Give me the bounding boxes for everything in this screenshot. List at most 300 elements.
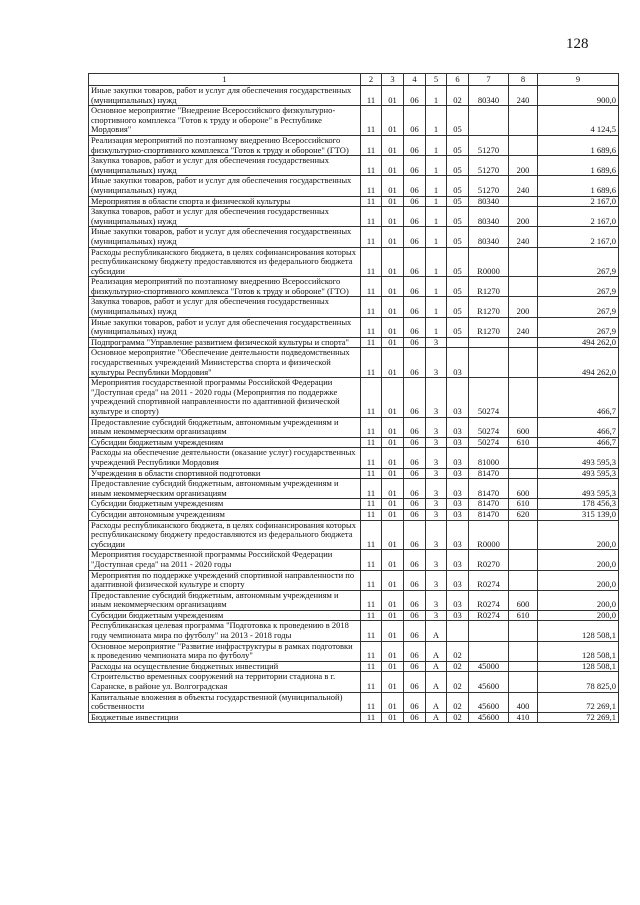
row-amount: 200,0 [538, 610, 619, 621]
code-subsection: 01 [382, 520, 404, 550]
code-program: 06 [404, 176, 426, 196]
code-program: 06 [404, 317, 426, 337]
row-amount: 200,0 [538, 590, 619, 610]
code-expense-type: 200 [509, 156, 538, 176]
code-subsection: 01 [382, 448, 404, 468]
code-expense-type: 200 [509, 297, 538, 317]
row-name: Мероприятия государственной программы Российской Федерации "Доступная среда" на 2011 - 2020 годы (Мероприятия по поддержке учреждений спортивной направленности по адаптивной физической культуре и спорту) [89, 378, 361, 417]
code-event: 05 [447, 277, 469, 297]
code-direction: 45600 [469, 712, 509, 723]
row-amount: 78 825,0 [538, 672, 619, 692]
code-expense-type [509, 348, 538, 378]
code-subsection: 01 [382, 661, 404, 672]
row-amount: 128 508,1 [538, 621, 619, 641]
code-subprogram: 3 [426, 509, 447, 520]
code-program: 06 [404, 156, 426, 176]
row-name: Республиканская целевая программа "Подготовка к проведению в 2018 году чемпионата мира по футболу" на 2013 - 2018 годы [89, 621, 361, 641]
row-amount: 128 508,1 [538, 641, 619, 661]
code-event: 03 [447, 479, 469, 499]
table-row [89, 437, 619, 448]
code-program: 06 [404, 247, 426, 277]
code-direction: 81470 [469, 479, 509, 499]
code-subsection: 01 [382, 417, 404, 437]
code-event: 05 [447, 227, 469, 247]
row-amount: 2 167,0 [538, 227, 619, 247]
row-name: Бюджетные инвестиции [89, 712, 361, 723]
code-subsection: 01 [382, 570, 404, 590]
table-row [89, 317, 619, 337]
table-row [89, 448, 619, 468]
code-event: 02 [447, 86, 469, 106]
code-direction: R0000 [469, 520, 509, 550]
row-name: Основное мероприятие "Внедрение Всероссийского физкультурно-спортивного комплекса "Готов к труду и обороне" в Республике Мордовия" [89, 106, 361, 136]
code-program: 06 [404, 661, 426, 672]
table-row [89, 712, 619, 723]
code-direction [469, 348, 509, 378]
row-amount: 267,9 [538, 317, 619, 337]
code-direction: R1270 [469, 277, 509, 297]
code-direction: R0270 [469, 550, 509, 570]
header-cell: 5 [426, 74, 447, 86]
code-section: 11 [361, 509, 382, 520]
code-subsection: 01 [382, 247, 404, 277]
code-subprogram: 3 [426, 448, 447, 468]
code-direction [469, 106, 509, 136]
code-event: 03 [447, 570, 469, 590]
code-program: 06 [404, 378, 426, 417]
code-section: 11 [361, 106, 382, 136]
code-section: 11 [361, 176, 382, 196]
table-row [89, 509, 619, 520]
row-name: Предоставление субсидий бюджетным, автономным учреждениям и иным некоммерческим организациям [89, 479, 361, 499]
code-subsection: 01 [382, 337, 404, 348]
code-section: 11 [361, 86, 382, 106]
code-direction: 51270 [469, 156, 509, 176]
code-subsection: 01 [382, 207, 404, 227]
code-subprogram: 3 [426, 378, 447, 417]
row-name: Иные закупки товаров, работ и услуг для обеспечения государственных (муниципальных) нужд [89, 176, 361, 196]
code-event: 03 [447, 550, 469, 570]
code-expense-type [509, 550, 538, 570]
code-subprogram: 1 [426, 247, 447, 277]
code-subprogram: 1 [426, 207, 447, 227]
code-event: 02 [447, 661, 469, 672]
code-subsection: 01 [382, 437, 404, 448]
table-row [89, 468, 619, 479]
code-section: 11 [361, 448, 382, 468]
header-cell: 9 [538, 74, 619, 86]
code-subprogram: А [426, 672, 447, 692]
code-program: 06 [404, 297, 426, 317]
row-name: Основное мероприятие "Развитие инфраструктуры в рамках подготовки к проведению чемпионата мира по футболу" [89, 641, 361, 661]
table-row [89, 641, 619, 661]
code-expense-type: 610 [509, 437, 538, 448]
row-name: Расходы республиканского бюджета, в целях софинансирования которых республиканскому бюджету предоставляются из федерального бюджета субсидии [89, 247, 361, 277]
row-amount: 466,7 [538, 437, 619, 448]
code-event: 03 [447, 378, 469, 417]
row-amount: 1 689,6 [538, 156, 619, 176]
code-event: 03 [447, 520, 469, 550]
row-amount: 200,0 [538, 520, 619, 550]
code-direction: 81470 [469, 509, 509, 520]
code-section: 11 [361, 348, 382, 378]
header-cell: 1 [89, 74, 361, 86]
row-amount: 494 262,0 [538, 337, 619, 348]
code-subprogram: 3 [426, 590, 447, 610]
code-subsection: 01 [382, 86, 404, 106]
code-program: 06 [404, 550, 426, 570]
code-section: 11 [361, 712, 382, 723]
code-event: 05 [447, 196, 469, 207]
row-name: Иные закупки товаров, работ и услуг для обеспечения государственных (муниципальных) нужд [89, 227, 361, 247]
code-subprogram: 1 [426, 227, 447, 247]
row-amount: 493 595,3 [538, 479, 619, 499]
table-row [89, 135, 619, 155]
code-subsection: 01 [382, 277, 404, 297]
code-subprogram: А [426, 692, 447, 712]
row-amount: 200,0 [538, 550, 619, 570]
code-expense-type [509, 520, 538, 550]
row-name: Закупка товаров, работ и услуг для обеспечения государственных (муниципальных) нужд [89, 297, 361, 317]
code-direction: R1270 [469, 297, 509, 317]
code-expense-type [509, 135, 538, 155]
code-section: 11 [361, 641, 382, 661]
code-subsection: 01 [382, 227, 404, 247]
code-subprogram: 3 [426, 570, 447, 590]
code-program: 06 [404, 712, 426, 723]
code-subprogram: 1 [426, 176, 447, 196]
code-subsection: 01 [382, 378, 404, 417]
row-amount: 178 456,3 [538, 499, 619, 510]
code-subsection: 01 [382, 317, 404, 337]
code-program: 06 [404, 509, 426, 520]
code-section: 11 [361, 297, 382, 317]
code-event: 02 [447, 692, 469, 712]
code-program: 06 [404, 499, 426, 510]
table-row [89, 277, 619, 297]
code-event: 05 [447, 247, 469, 277]
table-row [89, 337, 619, 348]
code-subprogram: А [426, 712, 447, 723]
row-name: Субсидии автономным учреждениям [89, 509, 361, 520]
code-expense-type: 620 [509, 509, 538, 520]
row-name: Расходы на обеспечение деятельности (оказание услуг) государственных учреждений Республики Мордовия [89, 448, 361, 468]
header-cell: 4 [404, 74, 426, 86]
code-event: 05 [447, 156, 469, 176]
code-event: 03 [447, 509, 469, 520]
code-subsection: 01 [382, 468, 404, 479]
code-expense-type: 600 [509, 417, 538, 437]
code-subprogram: 1 [426, 317, 447, 337]
code-subprogram: 1 [426, 297, 447, 317]
header-cell: 7 [469, 74, 509, 86]
code-section: 11 [361, 692, 382, 712]
code-direction: 80340 [469, 207, 509, 227]
code-program: 06 [404, 621, 426, 641]
code-direction: 45000 [469, 661, 509, 672]
code-program: 06 [404, 417, 426, 437]
row-name: Закупка товаров, работ и услуг для обеспечения государственных (муниципальных) нужд [89, 207, 361, 227]
code-direction [469, 621, 509, 641]
code-direction: R0274 [469, 610, 509, 621]
code-program: 06 [404, 437, 426, 448]
code-section: 11 [361, 468, 382, 479]
code-section: 11 [361, 499, 382, 510]
table-row [89, 621, 619, 641]
code-event: 02 [447, 672, 469, 692]
row-name: Основное мероприятие "Обеспечение деятельности подведомственных государственных учреждений Министерства спорта и физической культуры Республики Мордовия" [89, 348, 361, 378]
code-subprogram: А [426, 661, 447, 672]
code-section: 11 [361, 196, 382, 207]
table-row [89, 661, 619, 672]
row-name: Субсидии бюджетным учреждениям [89, 610, 361, 621]
code-section: 11 [361, 590, 382, 610]
code-expense-type: 600 [509, 590, 538, 610]
code-direction: 45600 [469, 692, 509, 712]
row-amount: 1 689,6 [538, 176, 619, 196]
code-subprogram: 3 [426, 499, 447, 510]
code-program: 06 [404, 468, 426, 479]
row-name: Мероприятия в области спорта и физической культуры [89, 196, 361, 207]
code-program: 06 [404, 86, 426, 106]
row-name: Мероприятия по поддержке учреждений спортивной направленности по адаптивной физической культуре и спорту [89, 570, 361, 590]
table-row [89, 378, 619, 417]
code-direction: 51270 [469, 176, 509, 196]
code-subprogram: 1 [426, 196, 447, 207]
row-name: Капитальные вложения в объекты государственной (муниципальной) собственности [89, 692, 361, 712]
header-row [89, 74, 619, 86]
row-amount: 72 269,1 [538, 712, 619, 723]
row-amount: 4 124,5 [538, 106, 619, 136]
table-row [89, 86, 619, 106]
code-expense-type [509, 621, 538, 641]
code-subprogram: А [426, 621, 447, 641]
code-direction: 80340 [469, 196, 509, 207]
code-subsection: 01 [382, 672, 404, 692]
code-expense-type: 610 [509, 610, 538, 621]
code-subsection: 01 [382, 156, 404, 176]
code-section: 11 [361, 227, 382, 247]
row-name: Мероприятия государственной программы Российской Федерации "Доступная среда" на 2011 - 2020 годы [89, 550, 361, 570]
code-expense-type: 400 [509, 692, 538, 712]
code-subprogram: 1 [426, 86, 447, 106]
code-subsection: 01 [382, 106, 404, 136]
code-direction: R0274 [469, 570, 509, 590]
row-name: Расходы на осуществление бюджетных инвестиций [89, 661, 361, 672]
code-event: 02 [447, 712, 469, 723]
code-direction: R0274 [469, 590, 509, 610]
row-amount: 200,0 [538, 570, 619, 590]
code-expense-type [509, 277, 538, 297]
code-subprogram: 1 [426, 277, 447, 297]
code-event: 05 [447, 135, 469, 155]
code-expense-type: 610 [509, 499, 538, 510]
code-expense-type: 600 [509, 479, 538, 499]
code-section: 11 [361, 661, 382, 672]
row-amount: 267,9 [538, 297, 619, 317]
code-program: 06 [404, 448, 426, 468]
code-section: 11 [361, 672, 382, 692]
code-expense-type: 240 [509, 176, 538, 196]
code-direction: R1270 [469, 317, 509, 337]
code-event: 03 [447, 448, 469, 468]
code-subprogram: 3 [426, 520, 447, 550]
code-expense-type [509, 378, 538, 417]
code-expense-type [509, 337, 538, 348]
code-event: 05 [447, 207, 469, 227]
code-direction: 80340 [469, 227, 509, 247]
code-expense-type [509, 641, 538, 661]
code-event: 05 [447, 106, 469, 136]
code-section: 11 [361, 550, 382, 570]
row-name: Реализация мероприятий по поэтапному внедрению Всероссийского физкультурно-спортивного комплекса "Готов к труду и обороне" (ГТО) [89, 135, 361, 155]
code-subsection: 01 [382, 348, 404, 378]
code-expense-type [509, 468, 538, 479]
code-direction: 50274 [469, 437, 509, 448]
code-subsection: 01 [382, 610, 404, 621]
row-amount: 493 595,3 [538, 448, 619, 468]
table-row [89, 672, 619, 692]
code-section: 11 [361, 207, 382, 227]
header-cell: 2 [361, 74, 382, 86]
row-amount: 128 508,1 [538, 661, 619, 672]
code-subprogram: 3 [426, 468, 447, 479]
code-program: 06 [404, 348, 426, 378]
table-row [89, 247, 619, 277]
code-section: 11 [361, 621, 382, 641]
code-event: 03 [447, 468, 469, 479]
code-subsection: 01 [382, 135, 404, 155]
table-row [89, 550, 619, 570]
table-row [89, 348, 619, 378]
row-amount: 315 139,0 [538, 509, 619, 520]
row-name: Закупка товаров, работ и услуг для обеспечения государственных (муниципальных) нужд [89, 156, 361, 176]
code-subsection: 01 [382, 196, 404, 207]
code-section: 11 [361, 277, 382, 297]
code-subsection: 01 [382, 499, 404, 510]
row-amount: 494 262,0 [538, 348, 619, 378]
code-event: 02 [447, 641, 469, 661]
code-expense-type: 200 [509, 207, 538, 227]
code-section: 11 [361, 337, 382, 348]
table-row [89, 417, 619, 437]
code-section: 11 [361, 247, 382, 277]
row-name: Строительство временных сооружений на территории стадиона в г. Саранске, в районе ул. Волгоградская [89, 672, 361, 692]
code-section: 11 [361, 378, 382, 417]
header-cell: 6 [447, 74, 469, 86]
code-program: 06 [404, 479, 426, 499]
header-cell: 3 [382, 74, 404, 86]
code-subsection: 01 [382, 176, 404, 196]
code-expense-type: 240 [509, 86, 538, 106]
row-name: Учреждения в области спортивной подготовки [89, 468, 361, 479]
row-name: Субсидии бюджетным учреждениям [89, 437, 361, 448]
code-program: 06 [404, 337, 426, 348]
code-direction: 81470 [469, 499, 509, 510]
code-section: 11 [361, 610, 382, 621]
code-section: 11 [361, 570, 382, 590]
row-amount: 900,0 [538, 86, 619, 106]
row-amount: 2 167,0 [538, 196, 619, 207]
code-expense-type [509, 448, 538, 468]
code-expense-type: 240 [509, 317, 538, 337]
row-name: Реализация мероприятий по поэтапному внедрению Всероссийского физкультурно-спортивного комплекса "Готов к труду и обороне" (ГТО) [89, 277, 361, 297]
code-section: 11 [361, 156, 382, 176]
table-row [89, 176, 619, 196]
table-row [89, 156, 619, 176]
code-expense-type [509, 106, 538, 136]
code-program: 06 [404, 641, 426, 661]
code-event [447, 621, 469, 641]
code-program: 06 [404, 207, 426, 227]
table-row [89, 520, 619, 550]
table-row [89, 692, 619, 712]
table-row [89, 610, 619, 621]
code-direction [469, 641, 509, 661]
code-direction [469, 337, 509, 348]
code-program: 06 [404, 590, 426, 610]
code-direction: 81000 [469, 448, 509, 468]
code-event: 05 [447, 297, 469, 317]
code-program: 06 [404, 520, 426, 550]
code-direction: 45600 [469, 672, 509, 692]
table-row [89, 297, 619, 317]
code-subprogram: 1 [426, 135, 447, 155]
table-row [89, 196, 619, 207]
code-program: 06 [404, 227, 426, 247]
code-subprogram: 3 [426, 479, 447, 499]
code-direction: 50274 [469, 417, 509, 437]
code-direction: 50274 [469, 378, 509, 417]
code-expense-type: 240 [509, 227, 538, 247]
table-row [89, 207, 619, 227]
table-row [89, 499, 619, 510]
code-event: 03 [447, 590, 469, 610]
code-program: 06 [404, 277, 426, 297]
budget-table [88, 73, 619, 723]
code-section: 11 [361, 437, 382, 448]
code-event: 05 [447, 176, 469, 196]
code-event [447, 337, 469, 348]
code-subsection: 01 [382, 692, 404, 712]
code-expense-type [509, 247, 538, 277]
table-row [89, 479, 619, 499]
row-amount: 267,9 [538, 247, 619, 277]
code-program: 06 [404, 692, 426, 712]
code-program: 06 [404, 106, 426, 136]
row-name: Расходы республиканского бюджета, в целях софинансирования которых республиканскому бюджету предоставляются из федерального бюджета субсидии [89, 520, 361, 550]
code-direction: 80340 [469, 86, 509, 106]
row-amount: 72 269,1 [538, 692, 619, 712]
row-amount: 267,9 [538, 277, 619, 297]
code-subprogram: 1 [426, 106, 447, 136]
code-subsection: 01 [382, 509, 404, 520]
code-subsection: 01 [382, 641, 404, 661]
code-subsection: 01 [382, 479, 404, 499]
row-name: Субсидии бюджетным учреждениям [89, 499, 361, 510]
code-program: 06 [404, 672, 426, 692]
code-subprogram: 3 [426, 417, 447, 437]
code-section: 11 [361, 417, 382, 437]
code-subsection: 01 [382, 621, 404, 641]
code-direction: 81470 [469, 468, 509, 479]
code-direction: R0000 [469, 247, 509, 277]
row-amount: 1 689,6 [538, 135, 619, 155]
row-name: Иные закупки товаров, работ и услуг для обеспечения государственных (муниципальных) нужд [89, 86, 361, 106]
code-program: 06 [404, 196, 426, 207]
row-name: Подпрограмма "Управление развитием физической культуры и спорта" [89, 337, 361, 348]
code-direction: 51270 [469, 135, 509, 155]
